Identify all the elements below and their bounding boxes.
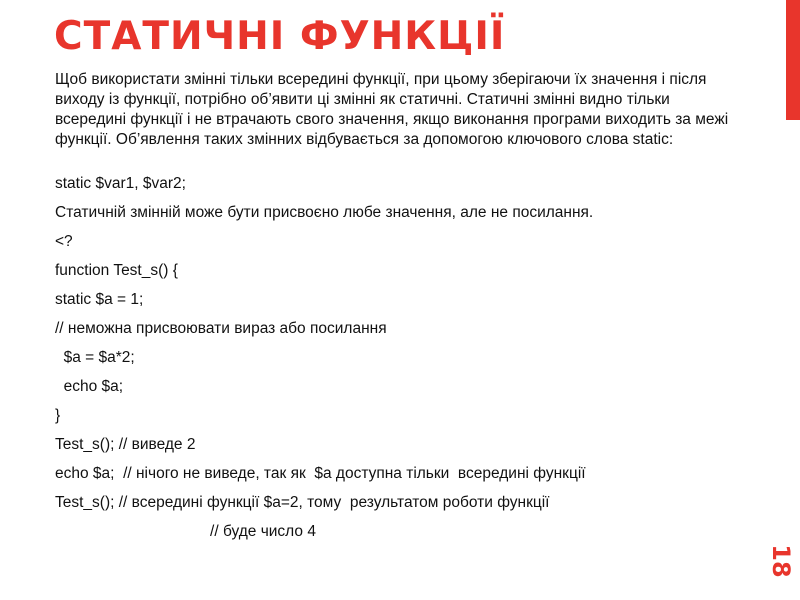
code-line: <?: [55, 233, 73, 250]
code-comment-line: // буде число 4: [55, 523, 316, 540]
code-line: }: [55, 407, 61, 424]
code-line: static $a = 1;: [55, 291, 144, 308]
code-line: $a = $a*2;: [55, 349, 135, 366]
code-line: echo $a; // нічого не виведе, так як $a доступна тільки всередині функції: [55, 465, 586, 482]
text-line: static $var1, $var2;: [55, 175, 186, 192]
accent-bar: [786, 0, 800, 120]
text-line: Статичній змінній може бути присвоєно любе значення, але не посилання.: [55, 204, 594, 221]
intro-paragraph: Щоб використати змінні тільки всередині функції, при цьому зберігаючи їх значення і після виходу із функції, потрібно об’явити ці змінні як статичні. Статичні змінні видно тільки всередині функції і не втрачають свого значення, якщо виконання програми виходить за межі функції. Об’явлення таких змінних відбувається за допомогою ключового слова static:: [55, 71, 729, 148]
code-line: function Test_s() {: [55, 262, 178, 279]
code-line: echo $a;: [55, 378, 124, 395]
slide-number: 18: [767, 544, 795, 578]
code-comment-line: // неможна присвоювати вираз або посилання: [55, 320, 387, 337]
code-line: Test_s(); // виведе 2: [55, 436, 196, 453]
code-block: [55, 174, 755, 551]
code-line: Test_s(); // всередині функції $a=2, тому результатом роботи функції: [55, 494, 550, 511]
slide-title: СТАТИЧНІ ФУНКЦІЇ: [54, 14, 506, 59]
